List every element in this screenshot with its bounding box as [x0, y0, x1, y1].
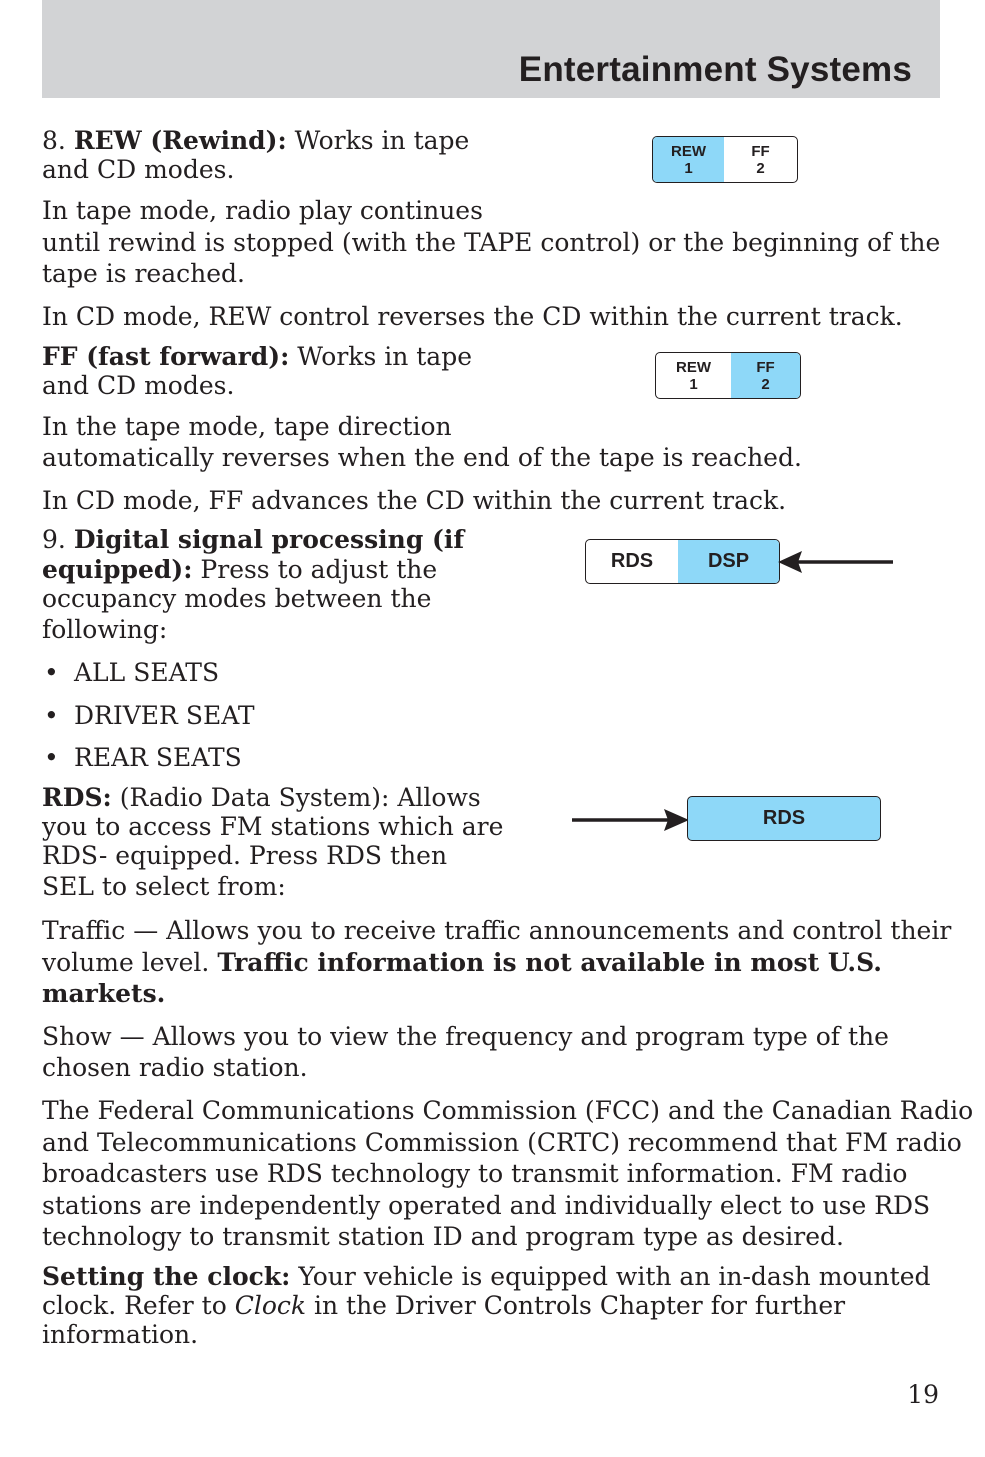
ff-button [731, 353, 800, 398]
bullet-dot: • [44, 701, 59, 730]
dsp-heading [42, 525, 464, 555]
rew-label: REW [676, 358, 711, 376]
bullet-item: ALL SEATS [74, 658, 220, 687]
ff-number: 2 [756, 159, 765, 177]
bullet-dot: • [44, 743, 59, 772]
bullet-item: DRIVER SEAT [74, 701, 255, 730]
rew-cd-paragraph: In CD mode, REW control reverses the CD within the current track. [42, 302, 903, 331]
bullet-dot: • [44, 658, 59, 687]
dsp-text: Press to adjust the [192, 555, 438, 584]
rew-label: REW [671, 142, 706, 160]
rew-button [653, 137, 724, 182]
rds-text-line: RDS- equipped. Press RDS then [42, 841, 448, 870]
rew-paragraph-line: until rewind is stopped (with the TAPE control) or the beginning of the [42, 228, 941, 257]
clock-heading [42, 1262, 931, 1292]
dsp-label: DSP [707, 550, 750, 572]
item-number: 8. [42, 126, 74, 155]
rew-paragraph-line: In tape mode, radio play continues [42, 196, 483, 225]
clock-title: Setting the clock: [42, 1262, 291, 1291]
page-number: 19 [907, 1380, 939, 1409]
rds-button [586, 540, 678, 583]
section-title: Entertainment Systems [518, 50, 912, 89]
dsp-text-line [42, 555, 437, 585]
rds-button-figure [687, 796, 881, 841]
dsp-text-line: following: [42, 615, 168, 644]
ff-text: Works in tape [289, 342, 473, 371]
rew-number: 1 [689, 375, 698, 393]
show-line: chosen radio station. [42, 1053, 308, 1082]
traffic-line [42, 978, 165, 1009]
traffic-line: Traffic — Allows you to receive traffic announcements and control their [42, 916, 952, 945]
dsp-text-line: occupancy modes between the [42, 584, 432, 613]
fcc-line: and Telecommunications Commission (CRTC) recommend that FM radio [42, 1128, 962, 1157]
rds-button [688, 797, 880, 840]
rds-text-line: you to access FM stations which are [42, 812, 504, 841]
item-number: 9. [42, 525, 74, 554]
ff-heading [42, 341, 472, 372]
fcc-line: The Federal Communications Commission (FCC) and the Canadian Radio [42, 1096, 974, 1125]
rew-paragraph-line: tape is reached. [42, 259, 245, 288]
clock-text-line: information. [42, 1320, 199, 1349]
rds-text: (Radio Data System): Allows [111, 783, 481, 812]
rds-dsp-button-figure [585, 539, 780, 584]
ff-paragraph-line: In the tape mode, tape direction [42, 412, 452, 441]
rew-title: REW (Rewind): [73, 126, 287, 155]
ff-number: 2 [761, 375, 770, 393]
clock-text: clock. Refer to [42, 1291, 235, 1320]
ff-paragraph-line: automatically reverses when the end of the tape is reached. [42, 443, 802, 472]
dsp-title: Digital signal processing (if [73, 525, 465, 554]
ff-label: FF [756, 358, 775, 376]
ff-cd-paragraph: In CD mode, FF advances the CD within the current track. [42, 486, 787, 515]
rew-text: Works in tape [286, 126, 470, 155]
rds-heading [42, 783, 481, 813]
arrow-right-icon [570, 803, 692, 837]
rew-text-line: and CD modes. [42, 155, 235, 184]
traffic-warning: Traffic information is not available in most U.S. [217, 948, 882, 977]
traffic-text: volume level. [42, 948, 218, 977]
rds-label: RDS [610, 550, 654, 572]
dsp-title-cont: equipped): [42, 555, 193, 584]
ff-text-line: and CD modes. [42, 371, 235, 400]
dsp-button [678, 540, 779, 583]
ff-button [724, 137, 797, 182]
fcc-line: technology to transmit station ID and program type as desired. [42, 1222, 844, 1251]
rew-ff-button-figure [655, 352, 801, 399]
fcc-line: stations are independently operated and individually elect to use RDS [42, 1191, 931, 1220]
rds-label: RDS [762, 807, 806, 829]
clock-text: in the Driver Controls Chapter for further [306, 1291, 846, 1320]
show-line: Show — Allows you to view the frequency and program type of the [42, 1022, 889, 1051]
bullet-item: REAR SEATS [74, 743, 242, 772]
traffic-line [42, 947, 882, 978]
rds-text-line: SEL to select from: [42, 872, 286, 901]
clock-reference: Clock [234, 1291, 307, 1320]
arrow-left-icon [776, 545, 896, 579]
page-header [42, 0, 940, 98]
rew-number: 1 [684, 159, 693, 177]
rew-button [656, 353, 731, 398]
fcc-line: broadcasters use RDS technology to transmit information. FM radio [42, 1159, 908, 1188]
clock-text: Your vehicle is equipped with an in-dash mounted [290, 1262, 931, 1291]
rew-ff-button-figure [652, 136, 798, 183]
ff-label: FF [751, 142, 770, 160]
clock-text-line [42, 1291, 845, 1321]
rds-title: RDS: [42, 783, 112, 812]
traffic-warning: markets. [42, 979, 166, 1008]
rew-heading [42, 125, 469, 156]
ff-title: FF (fast forward): [42, 342, 290, 371]
